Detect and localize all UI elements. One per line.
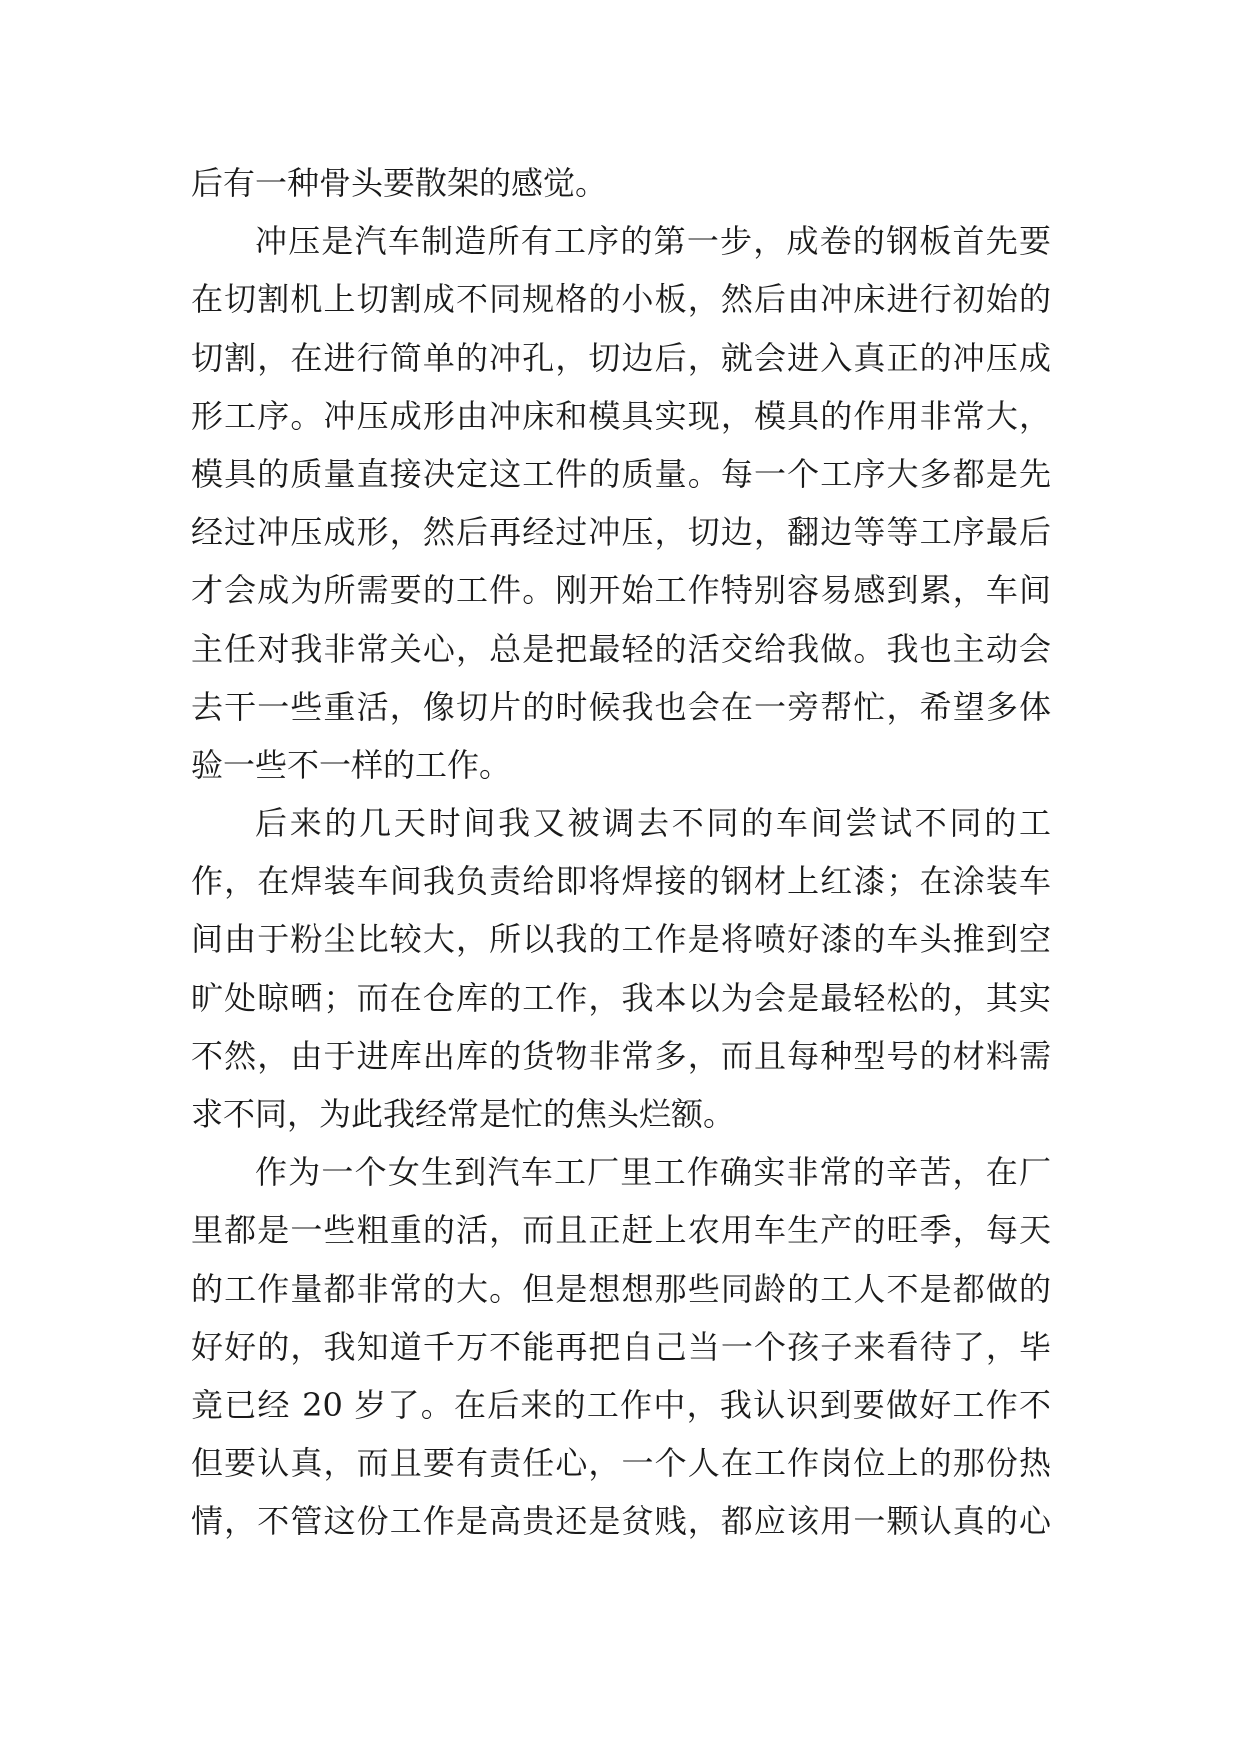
text-line: 竟已经 20 岁了。在后来的工作中，我认识到要做好工作不 [191,1385,1051,1424]
text-line: 间由于粉尘比较大，所以我的工作是将喷好漆的车头推到空 [191,920,1051,959]
text-line: 切割，在进行简单的冲孔，切边后，就会进入真正的冲压成 [191,338,1051,377]
text-line: 经过冲压成形，然后再经过冲压，切边，翻边等等工序最后 [191,513,1051,552]
text-line: 形工序。冲压成形由冲床和模具实现，模具的作用非常大， [191,396,1051,435]
text-line: 好好的，我知道千万不能再把自己当一个孩子来看待了，毕 [191,1327,1051,1366]
text-line: 作，在焊装车间我负责给即将焊接的钢材上红漆；在涂装车 [191,862,1051,901]
text-line: 里都是一些粗重的活，而且正赶上农用车生产的旺季，每天 [191,1211,1051,1250]
text-line: 在切割机上切割成不同规格的小板，然后由冲床进行初始的 [191,280,1051,319]
text-line: 旷处晾晒；而在仓库的工作，我本以为会是最轻松的，其实 [191,978,1051,1017]
paragraph-first-line: 作为一个女生到汽车工厂里工作确实非常的辛苦，在厂 [255,1153,1051,1192]
text-line: 的工作量都非常的大。但是想想那些同龄的工人不是都做的 [191,1269,1051,1308]
text-line: 不然，由于进库出库的货物非常多，而且每种型号的材料需 [191,1036,1051,1075]
body-text [191,154,1051,1551]
paragraph-first-line: 冲压是汽车制造所有工序的第一步，成卷的钢板首先要 [255,222,1051,261]
text-line: 求不同，为此我经常是忙的焦头烂额。 [191,1095,736,1133]
text-line: 但要认真，而且要有责任心，一个人在工作岗位上的那份热 [191,1444,1051,1483]
text-line: 情，不管这份工作是高贵还是贫贱，都应该用一颗认真的心 [191,1502,1051,1541]
text-line: 才会成为所需要的工件。刚开始工作特别容易感到累，车间 [191,571,1051,610]
text-line: 后有一种骨头要散架的感觉。 [191,164,608,202]
text-line: 验一些不一样的工作。 [191,745,512,784]
text-line: 模具的质量直接决定这工件的质量。每一个工序大多都是先 [191,454,1051,493]
paragraph-first-line: 后来的几天时间我又被调去不同的车间尝试不同的工 [255,804,1051,843]
text-line: 主任对我非常关心，总是把最轻的活交给我做。我也主动会 [191,629,1051,668]
text-line: 去干一些重活，像切片的时候我也会在一旁帮忙，希望多体 [191,687,1051,726]
